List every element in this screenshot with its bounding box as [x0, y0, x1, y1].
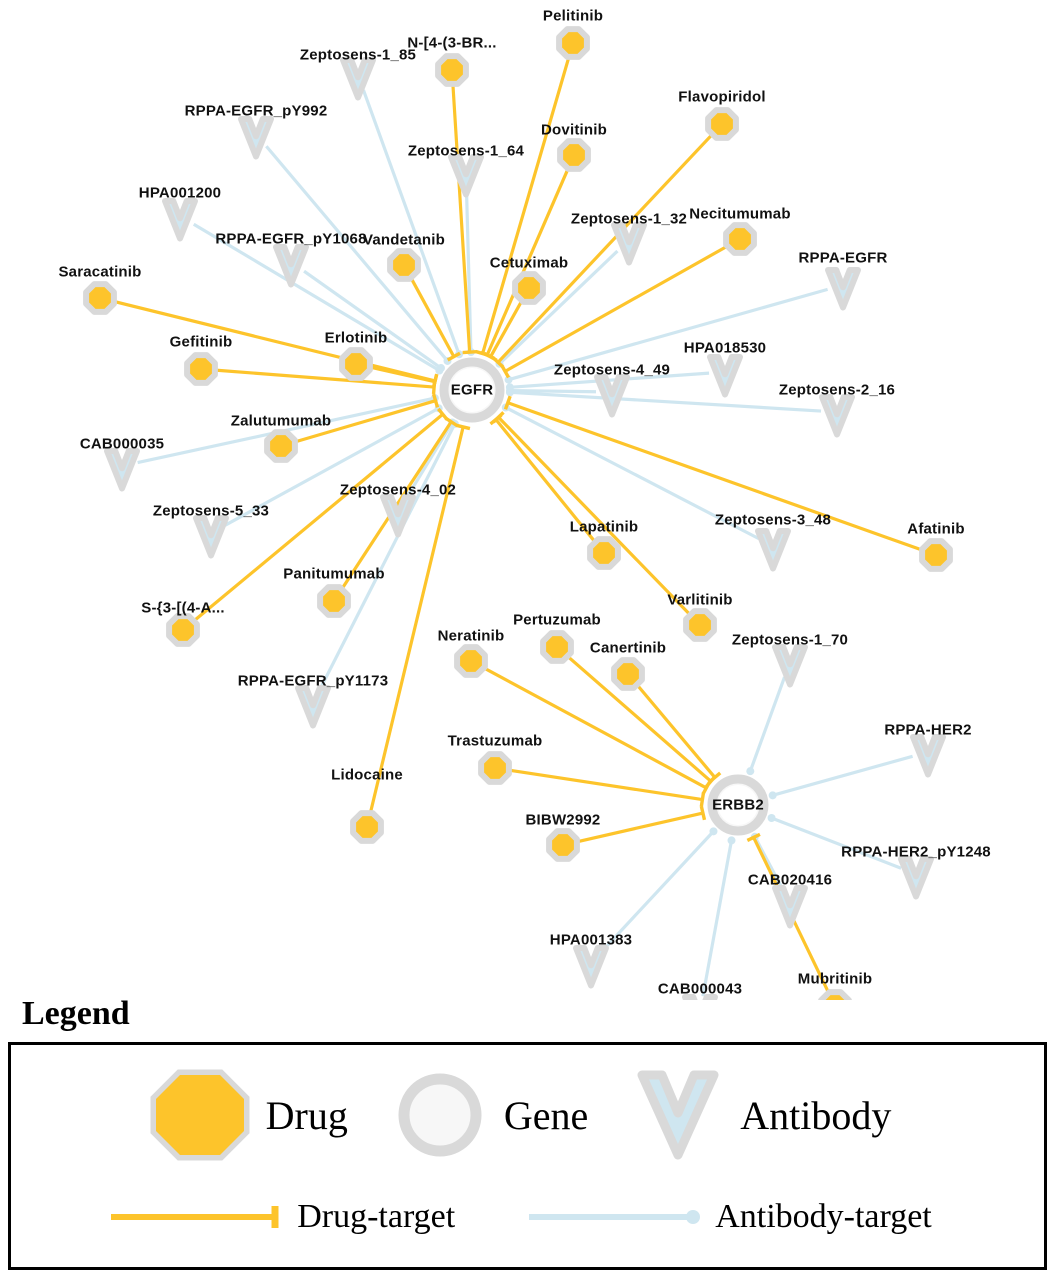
antibody-target-edge-icon: [525, 1202, 705, 1232]
drug-node-label: Mubritinib: [797, 970, 873, 988]
legend-title: Legend: [22, 995, 130, 1032]
edge-dot-cap: [727, 836, 735, 844]
antibody-node[interactable]: [276, 247, 306, 285]
drug-node[interactable]: [187, 355, 215, 383]
drug-node-label: Panitumumab: [283, 565, 385, 583]
legend-node-row: [0, 1060, 1039, 1170]
antibody-node-label: Zeptosens-4_49: [553, 361, 671, 379]
drug-node[interactable]: [708, 110, 736, 138]
antibody-node[interactable]: [298, 688, 328, 726]
drug-node-label: Dovitinib: [541, 121, 607, 139]
drug-node-label: Saracatinib: [58, 263, 142, 281]
drug-target-edge: [372, 367, 435, 381]
drug-target-edge: [638, 686, 715, 777]
drug-node-label: Zalutumumab: [230, 412, 332, 430]
legend-item-drug-target: [107, 1198, 455, 1236]
antibody-node[interactable]: [597, 377, 627, 415]
drug-node[interactable]: [549, 831, 577, 859]
drug-node-label: Canertinib: [589, 639, 667, 657]
antibody-node-label: CAB020416: [747, 871, 833, 889]
antibody-target-edge: [510, 392, 821, 411]
edge-dot-cap: [769, 791, 777, 799]
antibody-node-label: CAB000035: [79, 435, 165, 453]
antibody-target-edge: [363, 90, 459, 354]
antibody-node-label: Zeptosens-4_02: [339, 481, 457, 499]
drug-node-label: Cetuximab: [489, 254, 569, 272]
antibody-node-label: Zeptosens-3_48: [714, 511, 832, 529]
antibody-target-edge: [750, 677, 784, 771]
edge-dot-cap: [746, 767, 754, 775]
antibody-node[interactable]: [775, 888, 805, 926]
antibody-node-label: RPPA-EGFR: [798, 249, 888, 267]
antibody-node[interactable]: [451, 157, 481, 195]
drug-node[interactable]: [320, 587, 348, 615]
edge-dot-cap: [506, 388, 514, 396]
edge-dot-cap: [768, 814, 776, 822]
drug-node-label: Lidocaine: [331, 766, 403, 784]
antibody-node-label: RPPA-EGFR_pY1173: [237, 672, 389, 690]
drug-node[interactable]: [922, 541, 950, 569]
drug-node-label: Afatinib: [907, 520, 965, 538]
edge-bar-cap: [463, 352, 477, 353]
antibody-node-label: RPPA-HER2_pY1248: [841, 843, 991, 861]
antibody-node-label: HPA001383: [549, 931, 633, 949]
antibody-node-label: Zeptosens-5_33: [152, 502, 270, 520]
antibody-node-label: HPA001200: [138, 184, 222, 202]
antibody-node-label: Zeptosens-1_32: [570, 210, 688, 228]
antibody-node[interactable]: [196, 518, 226, 556]
legend-edge-row: [0, 1182, 1039, 1252]
antibody-node-label: Zeptosens-1_64: [407, 142, 525, 160]
drug-node-label: Trastuzumab: [447, 732, 543, 750]
antibody-node-label: RPPA-EGFR_pY992: [184, 102, 328, 120]
drug-node[interactable]: [590, 539, 618, 567]
antibody-chevron-icon: [630, 1067, 726, 1163]
drug-node[interactable]: [515, 274, 543, 302]
drug-node[interactable]: [560, 141, 588, 169]
drug-node-label: N-[4-(3-BR...: [407, 34, 497, 52]
drug-node[interactable]: [86, 284, 114, 312]
drug-node[interactable]: [559, 29, 587, 57]
drug-node-label: BIBW2992: [525, 811, 601, 829]
antibody-target-edge: [773, 756, 913, 795]
antibody-node-label: RPPA-EGFR_pY1068: [215, 230, 367, 248]
drug-target-edge: [498, 136, 711, 363]
drug-target-edge: [511, 770, 703, 799]
legend-item-antibody-target: [525, 1198, 932, 1236]
drug-node[interactable]: [353, 813, 381, 841]
drug-node[interactable]: [267, 432, 295, 460]
drug-node-label: Pertuzumab: [513, 611, 601, 629]
drug-node[interactable]: [686, 611, 714, 639]
antibody-node[interactable]: [901, 859, 931, 897]
legend-label-antibody-target: Antibody-target: [715, 1198, 932, 1235]
antibody-node[interactable]: [828, 270, 858, 308]
drug-node[interactable]: [481, 754, 509, 782]
edge-bar-cap: [456, 425, 470, 428]
drug-node-label: Lapatinib: [569, 518, 639, 536]
legend-label-gene: Gene: [503, 1092, 589, 1138]
antibody-node[interactable]: [343, 60, 373, 98]
antibody-node-label: Zeptosens-2_16: [778, 381, 896, 399]
drug-node-label: Gefitinib: [169, 333, 233, 351]
antibody-node[interactable]: [576, 948, 606, 986]
antibody-target-edge: [703, 840, 732, 996]
antibody-node-label: Zeptosens-1_85: [299, 46, 417, 64]
legend-label-drug: Drug: [265, 1092, 348, 1138]
antibody-node[interactable]: [241, 119, 271, 157]
antibody-node[interactable]: [822, 397, 852, 435]
gene-node-label: ERBB2: [712, 796, 764, 814]
antibody-node[interactable]: [165, 201, 195, 239]
legend-item-gene: [390, 1067, 588, 1163]
drug-target-edge-icon: [107, 1202, 287, 1232]
drug-node[interactable]: [390, 251, 418, 279]
drug-node-label: Necitumumab: [689, 205, 791, 223]
drug-node[interactable]: [438, 56, 466, 84]
legend-item-drug: [148, 1067, 348, 1163]
edge-bar-cap: [701, 793, 703, 807]
drug-node-label: S-{3-[(4-A...: [141, 599, 225, 617]
drug-node-label: Flavopiridol: [678, 88, 766, 106]
antibody-node[interactable]: [614, 225, 644, 263]
edge-dot-cap: [437, 364, 445, 372]
legend-label-antibody: Antibody: [740, 1092, 892, 1138]
antibody-node-label: Zeptosens-1_70: [731, 631, 849, 649]
drug-octagon-icon: [148, 1067, 252, 1163]
drug-node[interactable]: [169, 616, 197, 644]
drug-node-label: Varlitinib: [667, 591, 733, 609]
drug-node[interactable]: [821, 992, 849, 1000]
legend-item-antibody: [630, 1067, 891, 1163]
antibody-node[interactable]: [913, 737, 943, 775]
antibody-node-label: HPA018530: [683, 339, 767, 357]
gene-node-label: EGFR: [450, 381, 494, 399]
drug-node[interactable]: [614, 660, 642, 688]
antibody-node[interactable]: [710, 357, 740, 395]
drug-node-label: Pelitinib: [542, 7, 604, 25]
antibody-node[interactable]: [758, 531, 788, 569]
gene-circle-icon: [390, 1067, 490, 1163]
antibody-node-label: RPPA-HER2: [884, 721, 972, 739]
drug-node[interactable]: [342, 350, 370, 378]
antibody-node[interactable]: [107, 451, 137, 489]
edge-bar-cap: [433, 375, 436, 389]
drug-node[interactable]: [726, 225, 754, 253]
drug-node-label: Vandetanib: [362, 231, 446, 249]
drug-node-label: Neratinib: [437, 627, 505, 645]
drug-node[interactable]: [457, 647, 485, 675]
edge-bar-cap: [701, 806, 704, 820]
antibody-node-label: CAB000043: [657, 980, 743, 998]
edge-dot-cap: [709, 827, 717, 835]
drug-target-edge: [498, 417, 688, 613]
legend-label-drug-target: Drug-target: [297, 1198, 456, 1235]
drug-node[interactable]: [543, 633, 571, 661]
drug-node-label: Erlotinib: [324, 329, 388, 347]
antibody-node[interactable]: [775, 647, 805, 685]
